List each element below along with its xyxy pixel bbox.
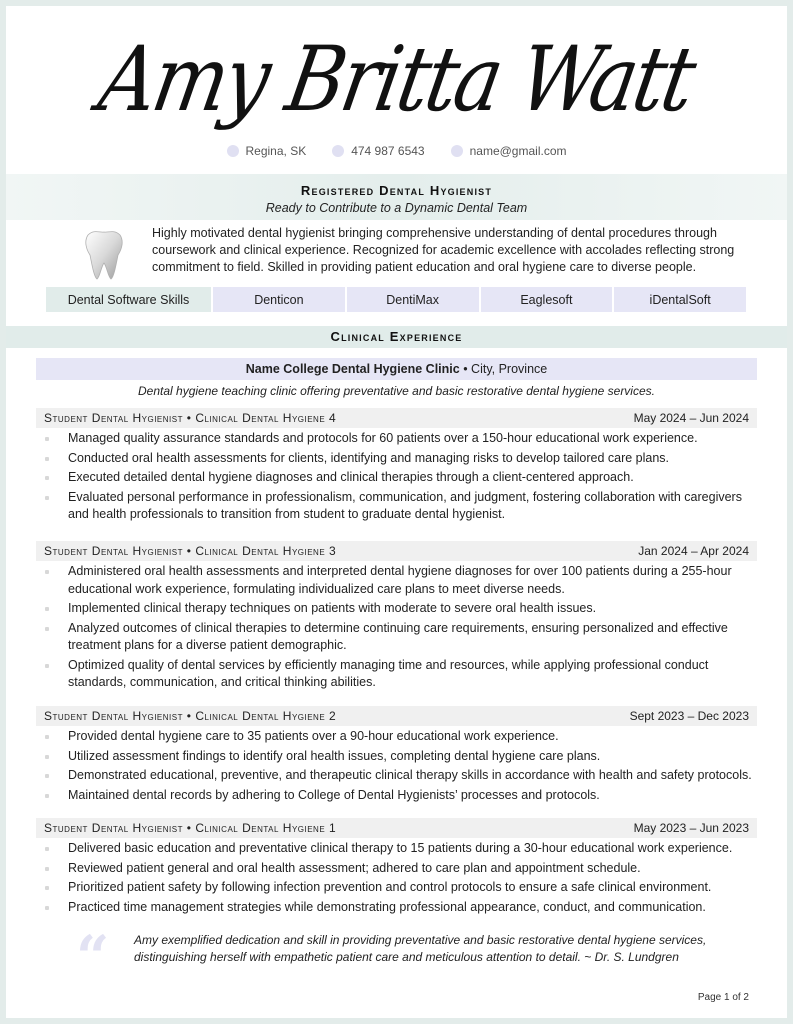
- contact-email[interactable]: [451, 144, 567, 158]
- bullet-item: Prioritized patient safety by following infection prevention and control protocols to ensure a safe clinical environment.: [36, 879, 757, 897]
- bullet-item: Reviewed patient general and oral health assessment; adhered to care plan and appointment schedule.: [36, 860, 757, 878]
- clinic-separator: •: [459, 362, 472, 376]
- job-dates: Sept 2023 – Dec 2023: [629, 709, 749, 723]
- job-header: [36, 541, 757, 561]
- quote-mark-icon: “: [76, 923, 110, 991]
- title-band: [6, 174, 787, 220]
- job-bullets: [36, 563, 757, 692]
- skills-label: Dental Software Skills: [46, 287, 211, 312]
- testimonial-text: Amy exemplified dedication and skill in providing preventative and basic restorative dental hygiene services, distinguishing herself with empathetic patient care and meticulous attention to detail. ~ Dr. S. Lundgren: [134, 933, 707, 964]
- job-entry: [36, 408, 757, 526]
- email-link[interactable]: name@gmail.com: [469, 144, 567, 158]
- clinic-name: Name College Dental Hygiene Clinic: [245, 362, 460, 376]
- clinic-description: Dental hygiene teaching clinic offering preventative and basic restorative dental hygiene services.: [138, 384, 655, 398]
- job-dates: Jan 2024 – Apr 2024: [638, 544, 749, 558]
- name-signature: [6, 20, 787, 140]
- profile-summary: Highly motivated dental hygienist bringing comprehensive understanding of dental procedures through coursework and clinical experience. Recognized for academic excellence with accolades reflecting strong commitment to field. Skilled in providing patient education and oral hygiene care to diverse people.: [152, 226, 735, 274]
- job-header: [36, 818, 757, 838]
- section-heading-clinical-experience: Clinical Experience: [6, 326, 787, 348]
- phone-icon: [332, 145, 344, 157]
- job-header: [36, 706, 757, 726]
- bullet-item: Utilized assessment findings to identify oral health issues, completing dental hygiene care plans.: [36, 748, 757, 766]
- job-role: Student Dental Hygienist • Clinical Dental Hygiene 1: [44, 821, 337, 835]
- job-entry: [36, 541, 757, 694]
- bullet-item: Maintained dental records by adhering to College of Dental Hygienists’ processes and protocols.: [36, 787, 757, 805]
- skill-item: Eaglesoft: [481, 287, 613, 312]
- skill-item: DentiMax: [347, 287, 479, 312]
- job-bullets: [36, 728, 757, 804]
- bullet-item: Administered oral health assessments and interpreted dental hygiene diagnoses for over 100 patients during a 255-hour educational work experience, formulating individualized care plans to meet diverse needs.: [36, 563, 757, 598]
- bullet-item: Implemented clinical therapy techniques on patients with moderate to severe oral health issues.: [36, 600, 757, 618]
- job-entry: [36, 706, 757, 806]
- job-bullets: [36, 430, 757, 524]
- bullet-item: Conducted oral health assessments for clients, identifying and managing risks to develop tailored care plans.: [36, 450, 757, 468]
- job-bullets: [36, 840, 757, 916]
- contact-row: [6, 144, 787, 158]
- page-number: Page 1 of 2: [697, 992, 749, 1003]
- clinic-location: City, Province: [471, 362, 548, 376]
- job-header: [36, 408, 757, 428]
- job-role: Student Dental Hygienist • Clinical Dental Hygiene 4: [44, 411, 337, 425]
- bullet-item: Provided dental hygiene care to 35 patients over a 90-hour educational work experience.: [36, 728, 757, 746]
- bullet-item: Evaluated personal performance in professionalism, communication, and judgment, fostering collaboration with caregivers and health professionals to transition from student to graduate dental hygienist.: [36, 489, 757, 524]
- phone-text: 474 987 6543: [351, 144, 425, 158]
- location-text: Regina, SK: [245, 144, 307, 158]
- location-pin-icon: [227, 145, 239, 157]
- testimonial: [76, 923, 756, 991]
- candidate-name: Amy Britta Watt: [92, 28, 701, 132]
- job-entry: [36, 818, 757, 918]
- job-title: Registered Dental Hygienist: [300, 183, 493, 198]
- tooth-icon: [78, 227, 130, 283]
- bullet-item: Analyzed outcomes of clinical therapies to determine continuing care requirements, ensuring personalized and effective treatment plans for a diverse patient demographic.: [36, 620, 757, 655]
- skill-item: Denticon: [213, 287, 345, 312]
- job-dates: May 2024 – Jun 2024: [633, 411, 749, 425]
- job-role: Student Dental Hygienist • Clinical Dental Hygiene 3: [44, 544, 337, 558]
- job-role: Student Dental Hygienist • Clinical Dental Hygiene 2: [44, 709, 337, 723]
- resume-page: [6, 6, 787, 1018]
- bullet-item: Demonstrated educational, preventive, and therapeutic clinical therapy skills in accordance with health and safety protocols.: [36, 767, 757, 785]
- skill-item: iDentalSoft: [614, 287, 746, 312]
- bullet-item: Optimized quality of dental services by efficiently managing time and resources, while applying professional conduct standards, communication, and critical thinking abilities.: [36, 657, 757, 692]
- email-icon: [451, 145, 463, 157]
- bullet-item: Executed detailed dental hygiene diagnoses and clinical therapies through a client-centered approach.: [36, 469, 757, 487]
- software-skills-bar: [46, 287, 746, 312]
- contact-phone: [332, 144, 424, 158]
- bullet-item: Practiced time management strategies while demonstrating professional appearance, conduct, and communication.: [36, 899, 757, 917]
- contact-location: [227, 144, 307, 158]
- bullet-item: Managed quality assurance standards and protocols for 60 patients over a 150-hour educational work experience.: [36, 430, 757, 448]
- job-dates: May 2023 – Jun 2023: [633, 821, 749, 835]
- clinic-bar: [36, 358, 757, 380]
- bullet-item: Delivered basic education and preventative clinical therapy to 15 patients during a 30-hour educational work experience.: [36, 840, 757, 858]
- tagline: Ready to Contribute to a Dynamic Dental Team: [265, 201, 528, 215]
